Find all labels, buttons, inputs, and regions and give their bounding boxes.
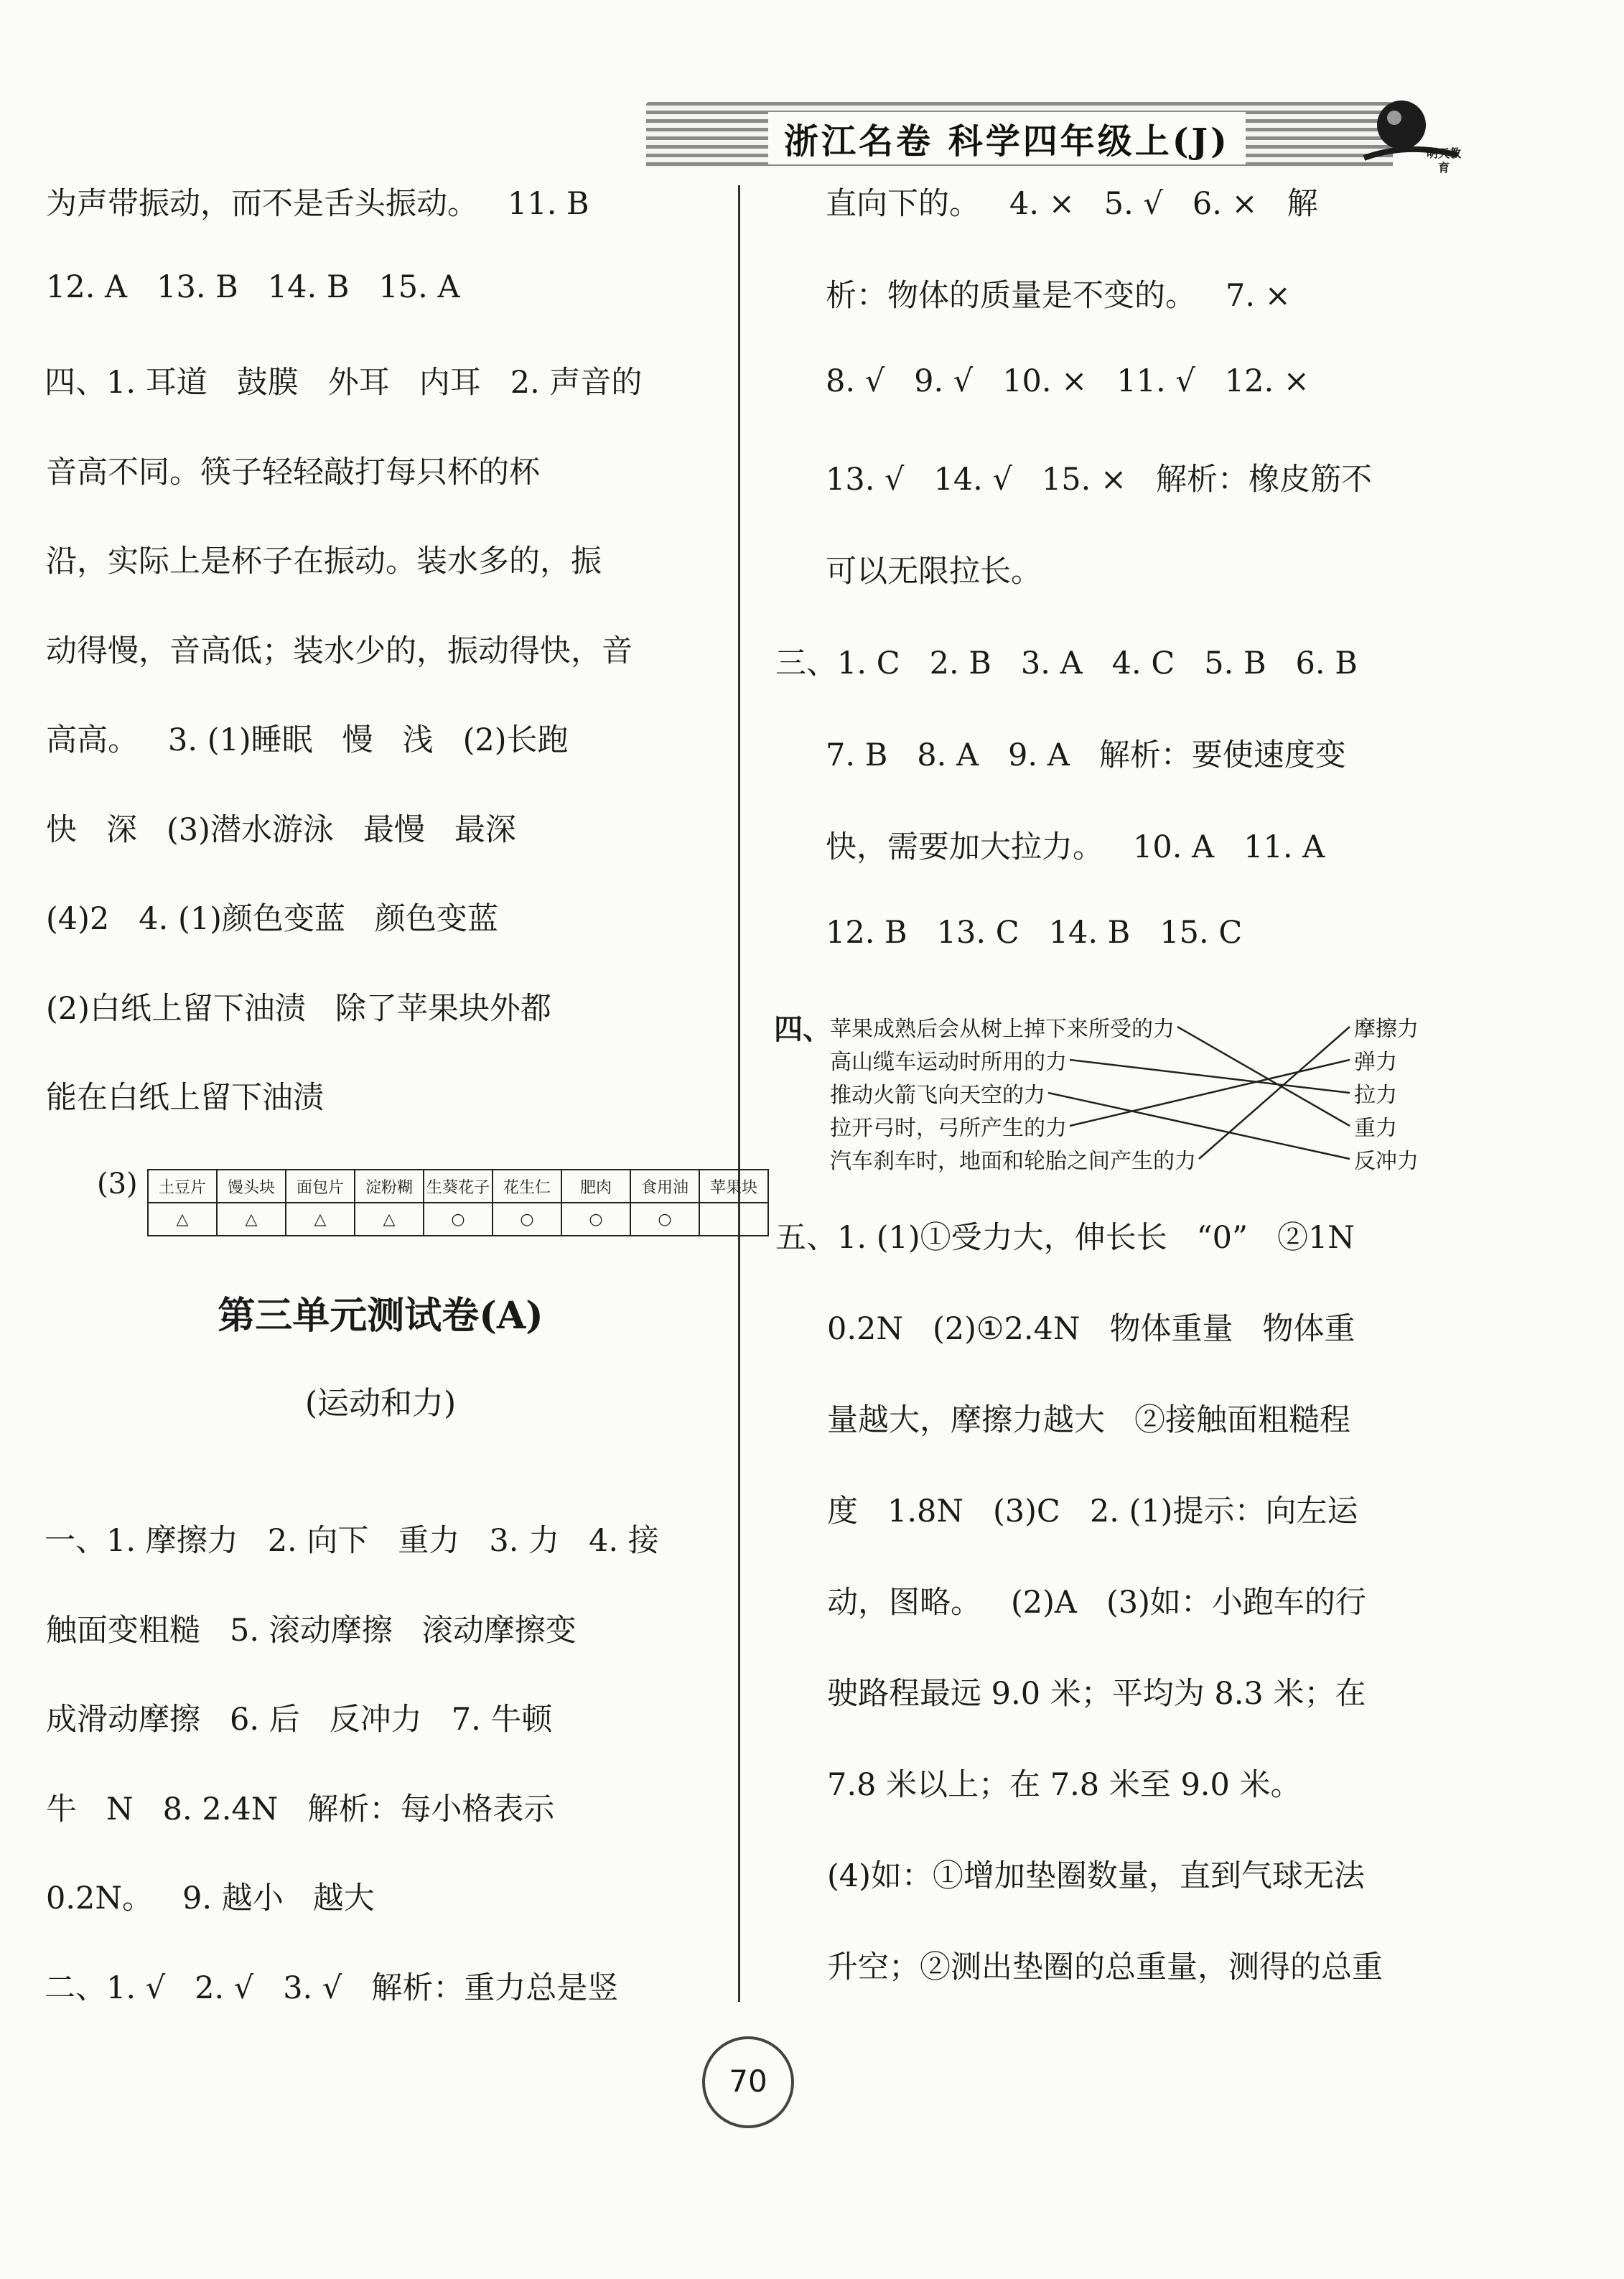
table-value-cell: △ [217, 1203, 286, 1236]
publisher-name: 明天教育 [1426, 146, 1461, 174]
matching-exercise [774, 1005, 1442, 1185]
match-left-item: 推动火箭飞向天空的力 [830, 1083, 1045, 1108]
text-line: (2)白纸上留下油渍 除了苹果块外都 [46, 990, 551, 1027]
table-value-cell: △ [355, 1203, 424, 1236]
text-line: 动得慢，音高低；装水少的，振动得快，音 [46, 633, 633, 669]
match-line [1199, 1027, 1350, 1159]
table-header-cell: 馒头块 [217, 1170, 286, 1203]
column-divider [738, 185, 740, 2002]
table-header-cell: 面包片 [286, 1170, 355, 1203]
table-value-cell: ○ [561, 1203, 630, 1236]
match-right-item: 拉力 [1354, 1083, 1397, 1108]
match-right-item: 摩擦力 [1354, 1017, 1419, 1042]
table-value-cell: △ [286, 1203, 355, 1236]
table-header-cell: 淀粉糊 [355, 1170, 424, 1203]
text-line: 高高。 3. (1)睡眠 慢 浅 (2)长跑 [46, 722, 569, 758]
text-line: 7.8 米以上；在 7.8 米至 9.0 米。 [827, 1767, 1302, 1803]
match-left-item: 拉开弓时，弓所产生的力 [830, 1116, 1067, 1141]
text-line: 直向下的。 4. × 5. √ 6. × 解 [826, 186, 1318, 222]
table-label: (3) [97, 1168, 138, 1201]
text-line: 12. B 13. C 14. B 15. C [826, 915, 1243, 951]
table-header-cell: 肥肉 [561, 1170, 630, 1203]
table-value-cell [699, 1203, 768, 1236]
text-line: 为声带振动，而不是舌头振动。 11. B [46, 186, 589, 222]
text-line: 成滑动摩擦 6. 后 反冲力 7. 牛顿 [46, 1702, 553, 1738]
text-line: 动，图略。 (2)A (3)如：小跑车的行 [827, 1585, 1366, 1621]
text-line: (4)2 4. (1)颜色变蓝 颜色变蓝 [46, 901, 498, 937]
text-line: 析：物体的质量是不变的。 7. × [826, 278, 1291, 314]
table-header-cell: 生葵花子 [424, 1170, 493, 1203]
text-line: 五、1. (1)①受力大，伸长长 “0” ②1N [775, 1220, 1355, 1256]
match-right-item: 反冲力 [1354, 1149, 1419, 1174]
text-line: 驶路程最远 9.0 米；平均为 8.3 米；在 [827, 1676, 1366, 1712]
text-line: 二、1. √ 2. √ 3. √ 解析：重力总是竖 [45, 1970, 619, 2006]
text-line: 能在白纸上留下油渍 [46, 1080, 324, 1116]
table-value-cell: △ [148, 1203, 217, 1236]
table-value-cell: ○ [424, 1203, 493, 1236]
text-line: 13. √ 14. √ 15. × 解析：橡皮筋不 [826, 462, 1373, 498]
text-line: 量越大，摩擦力越大 ②接触面粗糙程 [827, 1402, 1351, 1438]
table-value-cell: ○ [493, 1203, 561, 1236]
matching-label: 四、 [774, 1012, 831, 1046]
text-line: 沿，实际上是杯子在振动。装水多的，振 [46, 544, 602, 579]
match-right-item: 重力 [1354, 1116, 1397, 1141]
text-line: 0.2N (2)①2.4N 物体重量 物体重 [827, 1311, 1355, 1347]
match-left-item: 高山缆车运动时所用的力 [830, 1050, 1067, 1075]
text-line: 可以无限拉长。 [826, 554, 1042, 589]
text-line: (4)如：①增加垫圈数量，直到气球无法 [827, 1858, 1365, 1894]
match-left-item: 苹果成熟后会从树上掉下来所受的力 [830, 1017, 1175, 1042]
text-line: 牛 N 8. 2.4N 解析：每小格表示 [46, 1791, 555, 1827]
text-line: 度 1.8N (3)C 2. (1)提示：向左运 [827, 1493, 1358, 1529]
text-line: 四、1. 耳道 鼓膜 外耳 内耳 2. 声音的 [45, 365, 643, 401]
table-value-cell: ○ [630, 1203, 699, 1236]
text-line: 三、1. C 2. B 3. A 4. C 5. B 6. B [775, 646, 1358, 681]
left-section [22, 1285, 739, 1429]
table-header-cell: 土豆片 [148, 1170, 217, 1203]
table-header-cell: 花生仁 [493, 1170, 561, 1203]
match-right-item: 弹力 [1354, 1050, 1397, 1075]
text-line: 7. B 8. A 9. A 解析：要使速度变 [826, 737, 1346, 773]
match-line [1070, 1060, 1350, 1126]
text-line: 0.2N。 9. 越小 越大 [46, 1880, 375, 1916]
section-title: 第三单元测试卷(A) [218, 1294, 543, 1338]
text-line: 12. A 13. B 14. B 15. A [46, 269, 460, 305]
match-left-item: 汽车刹车时，地面和轮胎之间产生的力 [830, 1149, 1196, 1174]
text-line: 快，需要加大拉力。 10. A 11. A [826, 829, 1325, 865]
text-line: 升空；②测出垫圈的总重量，测得的总重 [827, 1949, 1383, 1985]
text-line: 触面变粗糙 5. 滚动摩擦 滚动摩擦变 [46, 1612, 577, 1649]
text-line: 音高不同。筷子轻轻敲打每只杯的杯 [46, 454, 540, 490]
food-test-table [147, 1169, 769, 1236]
text-line: 快 深 (3)潜水游泳 最慢 最深 [46, 811, 516, 848]
table-header-cell: 苹果块 [699, 1170, 768, 1203]
section-subtitle: (运动和力) [304, 1385, 457, 1422]
header-title: 浙江名卷 科学四年级上(J) [768, 112, 1246, 164]
header-banner [646, 92, 1465, 178]
table-header-cell: 食用油 [630, 1170, 699, 1203]
text-line: 一、1. 摩擦力 2. 向下 重力 3. 力 4. 接 [45, 1523, 659, 1559]
page-number: 70 [702, 2036, 794, 2128]
text-line: 8. √ 9. √ 10. × 11. √ 12. × [826, 363, 1310, 399]
